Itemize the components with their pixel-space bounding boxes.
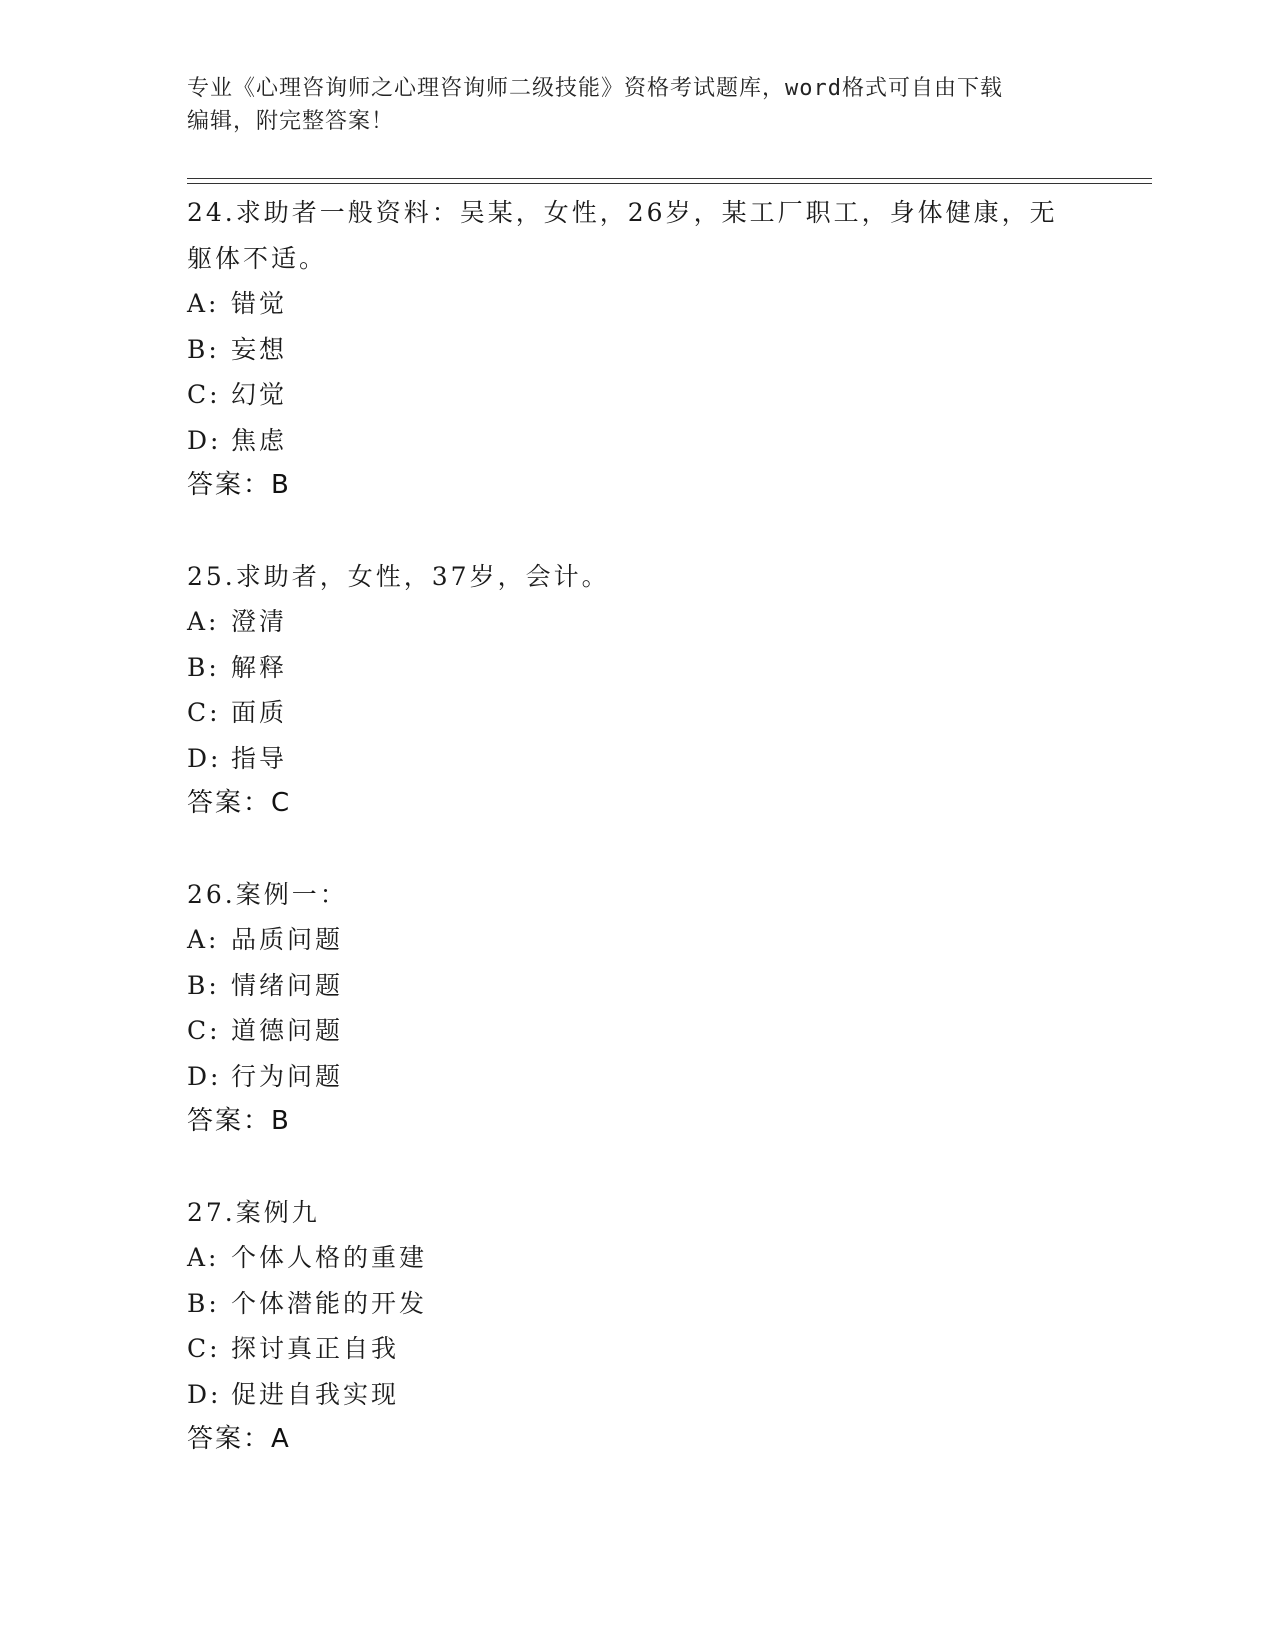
option-key: B: [187, 652, 220, 682]
option-text: 情绪问题 [231, 970, 344, 1000]
answer-line: 答案：B [187, 470, 291, 500]
option-d [187, 1054, 1152, 1100]
option-text: 妄想 [231, 334, 288, 364]
option-b [187, 327, 1152, 373]
option-key: B: [187, 970, 220, 1000]
header-divider-top [187, 178, 1152, 179]
option-text: 澄清 [231, 607, 288, 636]
header-line-2: 编辑，附完整答案！ [187, 109, 395, 134]
question-stem: 27.案例九 [187, 1197, 320, 1227]
option-text: 幻觉 [231, 380, 288, 409]
option-text: 焦虑 [231, 425, 288, 455]
option-text: 个体潜能的开发 [231, 1288, 428, 1318]
answer-line: 答案：A [187, 1424, 291, 1454]
option-text: 品质问题 [231, 925, 344, 954]
option-c [187, 1326, 1152, 1372]
option-text: 解释 [231, 652, 288, 682]
option-d [187, 418, 1152, 464]
option-key: D: [187, 425, 222, 455]
document-header [187, 72, 1087, 138]
option-key: A: [187, 607, 220, 636]
question-spacer [187, 1145, 1152, 1190]
option-text: 指导 [231, 743, 288, 773]
question-26 [187, 872, 1152, 1145]
option-key: A: [187, 289, 220, 318]
option-b [187, 645, 1152, 691]
option-b [187, 1281, 1152, 1327]
question-27 [187, 1190, 1152, 1463]
option-key: B: [187, 1288, 220, 1318]
option-key: C: [187, 1334, 221, 1363]
option-key: C: [187, 1016, 221, 1045]
option-text: 探讨真正自我 [231, 1334, 400, 1363]
option-text: 错觉 [231, 289, 288, 318]
option-key: A: [187, 1243, 220, 1272]
question-spacer [187, 827, 1152, 872]
question-spacer [187, 509, 1152, 554]
option-key: A: [187, 925, 220, 954]
option-key: C: [187, 380, 221, 409]
option-key: C: [187, 698, 221, 727]
option-text: 面质 [231, 698, 288, 727]
option-text: 行为问题 [231, 1061, 344, 1091]
option-text: 道德问题 [231, 1016, 344, 1045]
option-key: D: [187, 1379, 222, 1409]
question-stem-continued: 躯体不适。 [187, 243, 328, 273]
question-stem: 26.案例一： [187, 879, 348, 909]
question-25 [187, 554, 1152, 827]
option-text: 个体人格的重建 [231, 1243, 428, 1272]
option-d [187, 736, 1152, 782]
option-d [187, 1372, 1152, 1418]
header-divider-bottom [187, 183, 1152, 184]
header-line-1: 专业《心理咨询师之心理咨询师二级技能》资格考试题库，word格式可自由下载 [187, 76, 1003, 101]
option-c [187, 372, 1152, 418]
option-a [187, 599, 1152, 645]
question-list [187, 190, 1152, 1463]
option-c [187, 690, 1152, 736]
option-key: D: [187, 743, 222, 773]
option-c [187, 1008, 1152, 1054]
question-stem: 25.求助者，女性，37岁，会计。 [187, 561, 610, 591]
option-b [187, 963, 1152, 1009]
option-key: B: [187, 334, 220, 364]
option-a [187, 1235, 1152, 1281]
option-a [187, 281, 1152, 327]
option-text: 促进自我实现 [231, 1379, 400, 1409]
question-24 [187, 190, 1152, 509]
answer-line: 答案：B [187, 1106, 291, 1136]
option-a [187, 917, 1152, 963]
question-stem: 24.求助者一般资料：吴某，女性，26岁，某工厂职工，身体健康，无 [187, 198, 1058, 227]
answer-line: 答案：C [187, 788, 292, 818]
option-key: D: [187, 1061, 222, 1091]
